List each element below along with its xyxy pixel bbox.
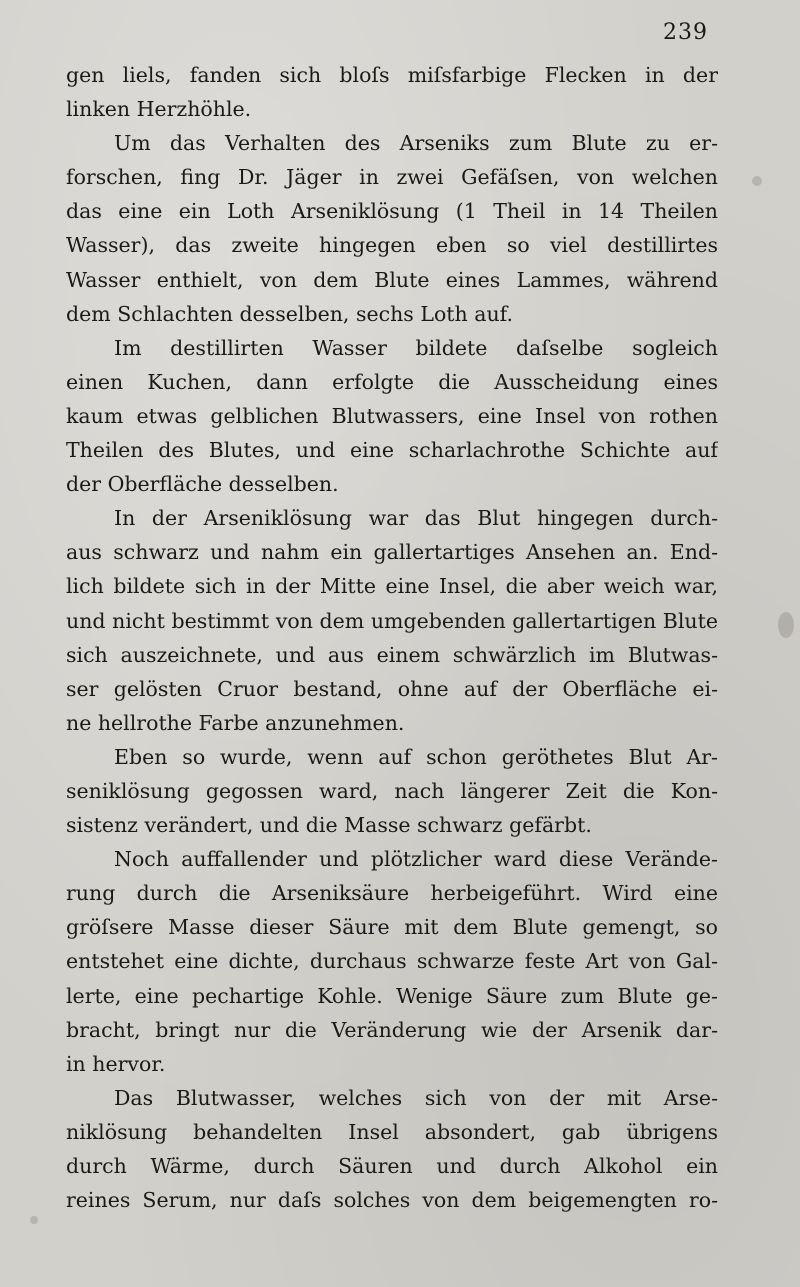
text-line: ne hellrothe Farbe anzunehmen.	[66, 710, 405, 735]
text-line: gröſsere Masse dieser Säure mit dem Blute gemengt, so	[66, 915, 718, 940]
text-line: Um das Verhalten des Arseniks zum Blute zu er-	[114, 131, 718, 156]
text-line: ser gelösten Cruor bestand, ohne auf der Oberfläche ei-	[66, 676, 718, 701]
text-line: Das Blutwasser, welches sich von der mit Arse-	[114, 1085, 718, 1110]
text-line: durch Wärme, durch Säuren und durch Alkohol ein	[66, 1154, 718, 1178]
text-line: lich bildete sich in der Mitte eine Insel, die aber weich war,	[66, 574, 718, 599]
text-line: linken Herzhöhle.	[66, 97, 252, 122]
text-line: Eben so wurde, wenn auf schon geröthetes Blut Ar-	[114, 744, 718, 769]
text-line: das eine ein Loth Arseniklösung (1 Theil in 14 Theilen	[66, 199, 718, 224]
text-line: gen liels, fanden sich bloſs miſsfarbige Flecken in der	[66, 63, 718, 87]
text-line: niklösung behandelten Insel absondert, gab übrigens	[66, 1119, 718, 1144]
text-line: einen Kuchen, dann erfolgte die Ausscheidung eines	[66, 369, 718, 394]
text-line: reines Serum, nur daſs solches von dem beigemengten ro-	[66, 1188, 718, 1213]
body-text	[66, 58, 718, 1217]
text-line: Wasser), das zweite hingegen eben so viel destillirtes	[66, 233, 718, 258]
text-line: Theilen des Blutes, und eine scharlachrothe Schichte auf	[66, 438, 718, 463]
paper-stain	[752, 176, 762, 186]
text-line: lerte, eine pechartige Kohle. Wenige Säure zum Blute ge-	[66, 983, 718, 1008]
text-line: und nicht bestimmt von dem umgebenden gallertartigen Blute	[66, 608, 718, 633]
text-line: Noch auffallender und plötzlicher ward diese Verände-	[114, 847, 718, 872]
text-line: sich auszeichnete, und aus einem schwärzlich im Blutwas-	[66, 642, 718, 667]
page-number: 239	[663, 20, 708, 45]
text-line: seniklösung gegossen ward, nach längerer Zeit die Kon-	[66, 778, 718, 803]
text-line: dem Schlachten desselben, sechs Loth auf.	[66, 301, 514, 326]
text-line: sistenz verändert, und die Masse schwarz gefärbt.	[66, 813, 592, 838]
text-line: kaum etwas gelblichen Blutwassers, eine Insel von rothen	[66, 403, 718, 428]
text-line: Im destillirten Wasser bildete daſselbe sogleich	[114, 335, 718, 360]
text-line: aus schwarz und nahm ein gallertartiges Ansehen an. End-	[66, 540, 718, 565]
text-line: In der Arseniklösung war das Blut hingegen durch-	[114, 506, 718, 531]
text-line: Wasser enthielt, von dem Blute eines Lammes, während	[66, 267, 718, 292]
paper-stain	[778, 612, 794, 638]
text-line: rung durch die Arseniksäure herbeigeführt. Wird eine	[66, 881, 718, 906]
text-line: entstehet eine dichte, durchaus schwarze feste Art von Gal-	[66, 949, 718, 974]
text-line: forschen, fing Dr. Jäger in zwei Gefäſsen, von welchen	[66, 165, 718, 190]
text-line: in hervor.	[66, 1051, 166, 1076]
text-line: der Oberfläche desselben.	[66, 472, 339, 497]
text-line: bracht, bringt nur die Veränderung wie der Arsenik dar-	[66, 1017, 718, 1042]
paper-stain	[30, 1216, 38, 1224]
